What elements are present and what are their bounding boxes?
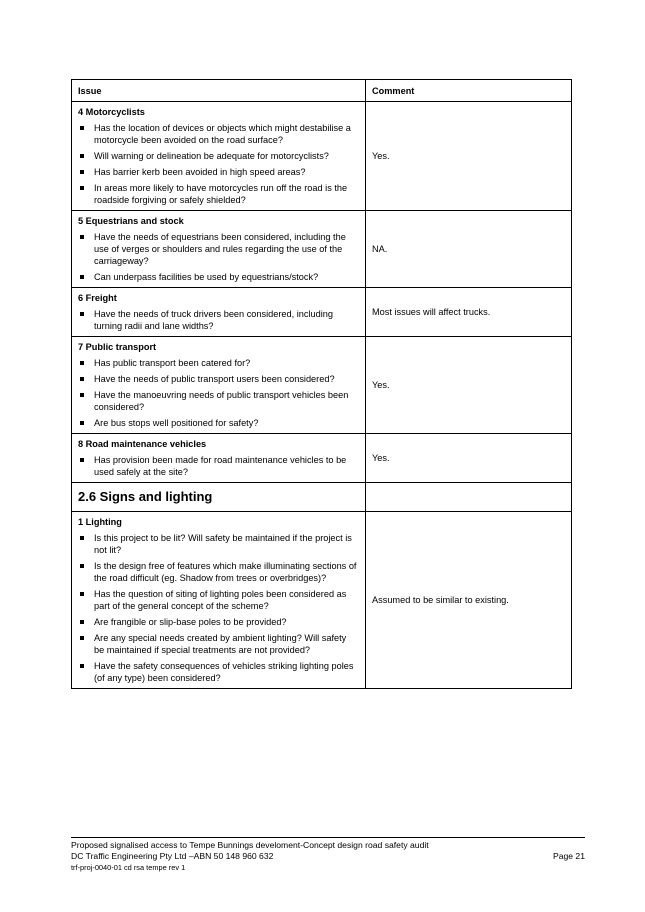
list-item: [78, 182, 359, 206]
section-title: 6 Freight: [78, 293, 117, 303]
comment-cell: NA.: [366, 211, 572, 288]
issue-cell: [72, 337, 366, 434]
bullet-icon: [80, 393, 84, 397]
list-item: [78, 560, 359, 584]
issue-text: Have the safety consequences of vehicles striking lighting poles (of any type) been considered?: [94, 661, 354, 683]
bullet-icon: [80, 235, 84, 239]
list-item: [78, 150, 359, 162]
section-heading: 2.6 Signs and lighting: [78, 489, 213, 504]
list-item: [78, 417, 359, 429]
issue-text: Have the needs of public transport users been considered?: [94, 374, 335, 384]
section-title: 7 Public transport: [78, 342, 157, 352]
bullet-icon: [80, 275, 84, 279]
issue-text: Have the manoeuvring needs of public transport vehicles been considered?: [94, 390, 349, 412]
bullet-icon: [80, 186, 84, 190]
bullet-icon: [80, 170, 84, 174]
issue-text: Are frangible or slip-base poles to be provided?: [94, 617, 287, 627]
issue-list: [78, 231, 359, 283]
bullet-icon: [80, 620, 84, 624]
section-title: 4 Motorcyclists: [78, 107, 145, 117]
list-item: [78, 616, 359, 628]
list-item: [78, 660, 359, 684]
issue-text: Are any special needs created by ambient lighting? Will safety be maintained if special treatments are not provided?: [94, 633, 347, 655]
list-item: [78, 231, 359, 267]
list-item: [78, 532, 359, 556]
issue-text: Has the location of devices or objects which might destabilise a motorcycle been avoided on the road surface?: [94, 123, 351, 145]
issue-list: [78, 532, 359, 684]
issue-text: Has barrier kerb been avoided in high speed areas?: [94, 167, 306, 177]
list-item: [78, 389, 359, 413]
bullet-icon: [80, 421, 84, 425]
bullet-icon: [80, 636, 84, 640]
comment-cell: Yes.: [366, 102, 572, 211]
table-row: [72, 211, 572, 288]
comment-cell: Yes.: [366, 337, 572, 434]
audit-table: [71, 79, 572, 689]
issue-text: Has public transport been catered for?: [94, 358, 251, 368]
issue-text: Will warning or delineation be adequate for motorcyclists?: [94, 151, 329, 161]
list-item: [78, 588, 359, 612]
issue-text: Have the needs of truck drivers been considered, including turning radii and lane widths?: [94, 309, 334, 331]
comment-cell: Assumed to be similar to existing.: [366, 512, 572, 689]
page-number: Page 21: [552, 851, 585, 861]
table-row: [72, 337, 572, 434]
comment-column-header: Comment: [366, 80, 572, 102]
section-title: 8 Road maintenance vehicles: [78, 439, 207, 449]
issue-cell: [72, 512, 366, 689]
bullet-icon: [80, 664, 84, 668]
comment-cell: Yes.: [366, 434, 572, 483]
issue-cell: [72, 102, 366, 211]
issue-list: [78, 308, 359, 332]
bullet-icon: [80, 361, 84, 365]
issue-text: Can underpass facilities be used by equestrians/stock?: [94, 272, 319, 282]
issue-text: Has provision been made for road maintenance vehicles to be used safely at the site?: [94, 455, 347, 477]
table-row: [72, 512, 572, 689]
issue-text: In areas more likely to have motorcycles run off the road is the roadside forgiving or safely shielded?: [94, 183, 348, 205]
footer-company: DC Traffic Engineering Pty Ltd –ABN 50 148 960 632: [71, 851, 274, 861]
section-heading-row: [72, 483, 572, 512]
bullet-icon: [80, 126, 84, 130]
issue-cell: [72, 288, 366, 337]
section-title: 1 Lighting: [78, 517, 122, 527]
table-row: [72, 434, 572, 483]
bullet-icon: [80, 377, 84, 381]
issue-text: Is the design free of features which make illuminating sections of the road difficult (eg. Shadow from trees or overbridges)?: [94, 561, 357, 583]
bullet-icon: [80, 564, 84, 568]
issue-text: Have the needs of equestrians been considered, including the use of verges or shoulders and rules regarding the use of the carriageway?: [94, 232, 346, 266]
issue-list: [78, 122, 359, 206]
issue-list: [78, 357, 359, 429]
issue-text: Is this project to be lit? Will safety be maintained if the project is not lit?: [94, 533, 352, 555]
issue-cell: [72, 434, 366, 483]
list-item: [78, 271, 359, 283]
section-heading-cell: [72, 483, 366, 512]
table-header-row: [72, 80, 572, 102]
list-item: [78, 454, 359, 478]
bullet-icon: [80, 536, 84, 540]
list-item: [78, 122, 359, 146]
list-item: [78, 373, 359, 385]
empty-comment-cell: [366, 483, 572, 512]
issue-cell: [72, 211, 366, 288]
list-item: [78, 357, 359, 369]
table-row: [72, 102, 572, 211]
list-item: [78, 632, 359, 656]
footer-file-reference: trf-proj-0040-01 cd rsa tempe rev 1: [71, 863, 186, 872]
issue-list: [78, 454, 359, 478]
comment-cell: Most issues will affect trucks.: [366, 288, 572, 337]
bullet-icon: [80, 458, 84, 462]
section-title: 5 Equestrians and stock: [78, 216, 184, 226]
bullet-icon: [80, 312, 84, 316]
page-footer: [71, 837, 585, 873]
list-item: [78, 166, 359, 178]
footer-document-title: Proposed signalised access to Tempe Bunnings develoment-Concept design road safety audit: [71, 840, 429, 850]
bullet-icon: [80, 592, 84, 596]
issue-column-header: Issue: [72, 80, 366, 102]
list-item: [78, 308, 359, 332]
table-row: [72, 288, 572, 337]
bullet-icon: [80, 154, 84, 158]
issue-text: Has the question of siting of lighting poles been considered as part of the general concept of the scheme?: [94, 589, 347, 611]
issue-text: Are bus stops well positioned for safety?: [94, 418, 259, 428]
